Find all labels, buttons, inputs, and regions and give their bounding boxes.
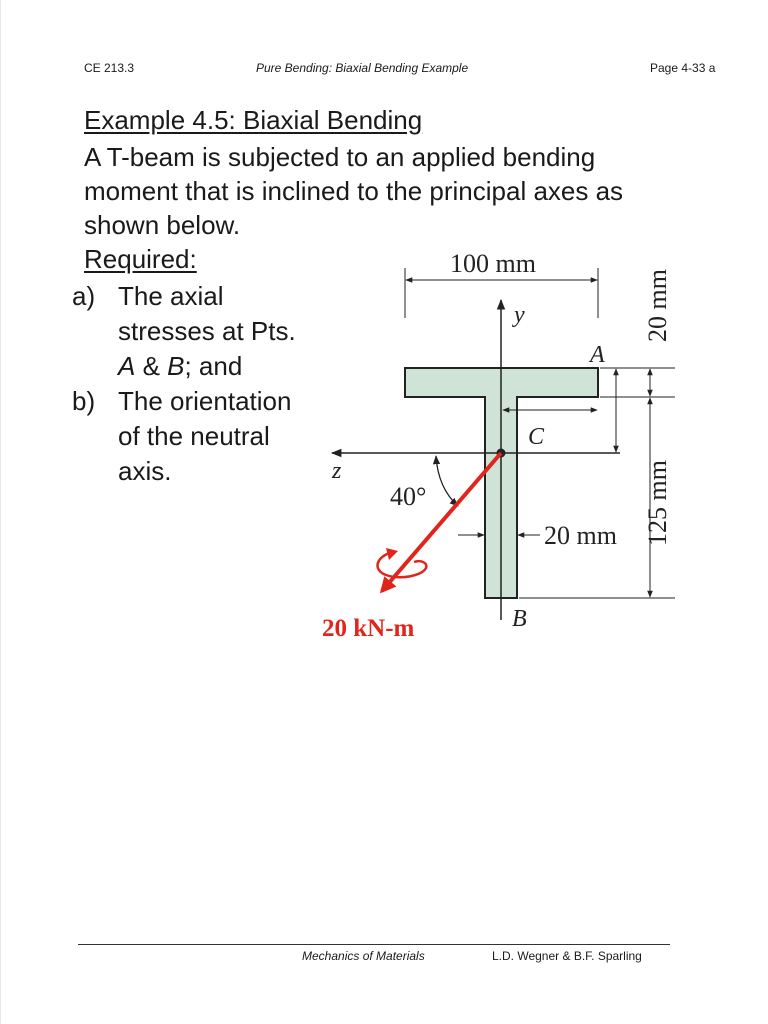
moment-label: 20 kN-m [322,615,415,642]
depth-label: 125 mm [643,460,672,546]
item-text-before: The axial stresses at Pts. [118,281,296,346]
page-topic: Pure Bending: Biaxial Bending Example [256,61,469,75]
moment-rotation-icon [378,552,427,577]
item-text: The orientation of the neutral axis. [118,386,292,486]
item-amp: & [135,351,168,381]
item-point-a: A [118,351,136,381]
item-point-b: B [167,351,185,381]
problem-statement: A T-beam is subjected to an applied bending moment that is inclined to the principal axes as shown below. [84,142,624,240]
footer-authors: L.D. Wegner & B.F. Sparling [492,949,642,963]
flange-width-label: 100 mm [450,249,536,278]
moment-arrow [382,453,501,591]
web-thickness-label: 20 mm [544,521,617,550]
angle-label: 40° [390,482,427,511]
item-marker: a) [72,281,96,311]
point-a-label: A [590,342,605,368]
z-axis-label: z [332,458,342,484]
item-text-after: ; and [184,351,243,381]
item-marker: b) [72,386,96,416]
footer-book: Mechanics of Materials [302,949,425,963]
flange-thickness-label: 20 mm [643,269,672,342]
point-b-label: B [512,606,527,632]
y-axis-label: y [514,302,525,328]
moment-rotation-arrowhead [386,548,398,560]
course-code: CE 213.3 [84,61,135,75]
page-number: Page 4-33 a [650,61,716,75]
example-title: Example 4.5: Biaxial Bending [84,105,423,135]
required-heading: Required: [84,244,197,274]
centroid-label: C [528,424,545,450]
angle-arc [436,456,458,506]
footer-divider [78,944,670,945]
